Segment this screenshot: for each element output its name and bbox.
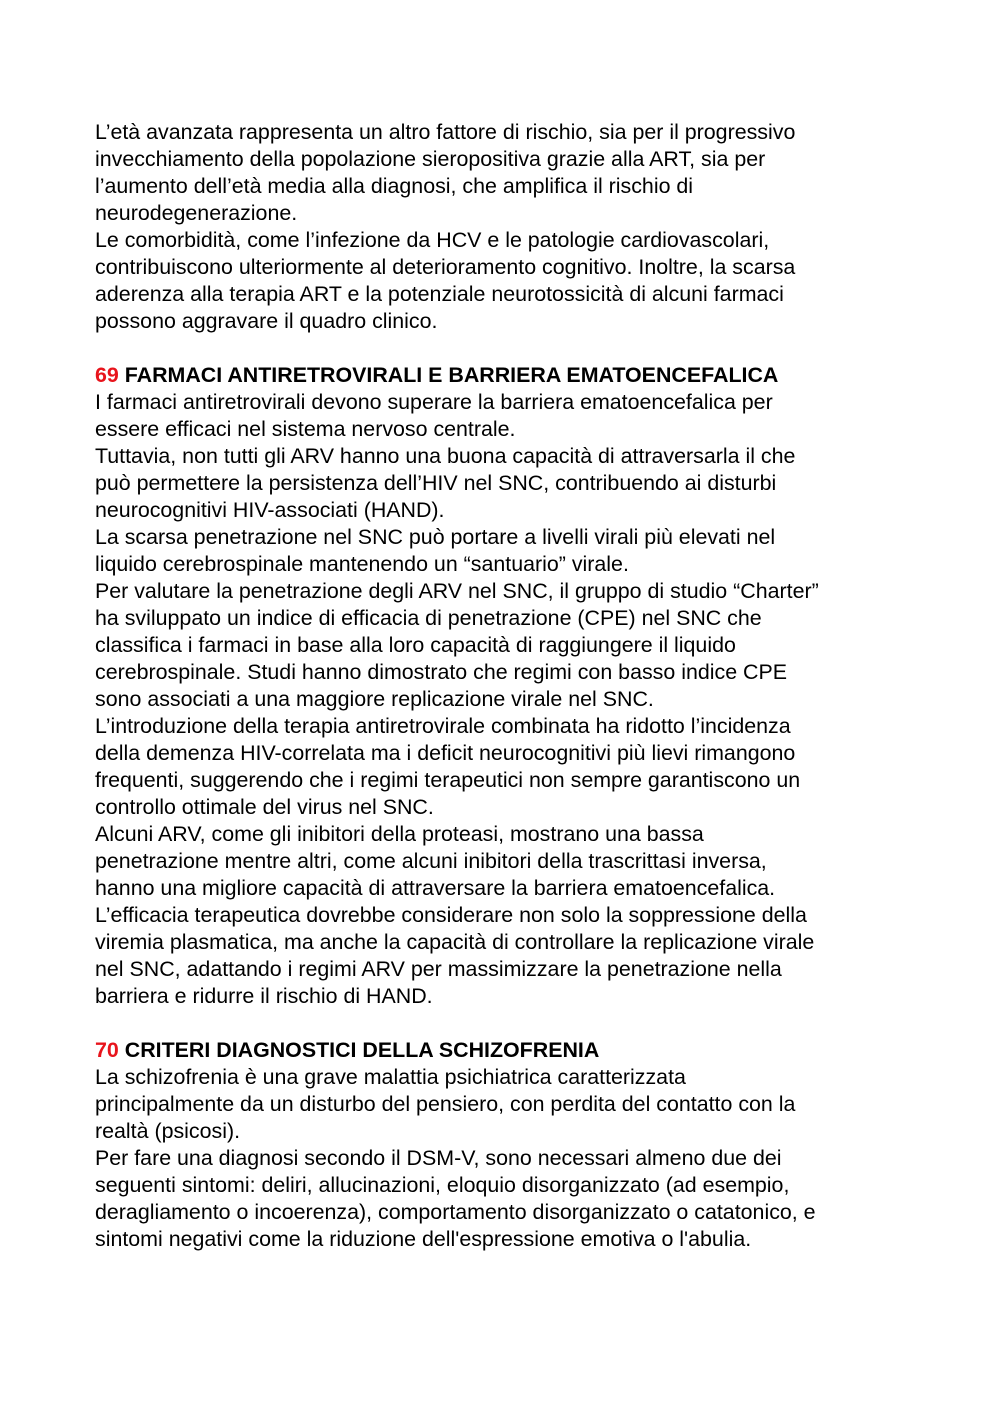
text-line: cerebrospinale. Studi hanno dimostrato che regimi con basso indice CPE — [95, 660, 788, 684]
text-line: liquido cerebrospinale mantenendo un “santuario” virale. — [95, 552, 629, 576]
text-line: deragliamento o incoerenza), comportamento disorganizzato o catatonico, e — [95, 1200, 816, 1224]
text-line: neurodegenerazione. — [95, 201, 298, 225]
section-number: 70 — [95, 1038, 119, 1062]
text-line: I farmaci antiretrovirali devono superare la barriera ematoencefalica per — [95, 390, 773, 414]
text-line: classifica i farmaci in base alla loro capacità di raggiungere il liquido — [95, 633, 736, 657]
text-line: Alcuni ARV, come gli inibitori della proteasi, mostrano una bassa — [95, 822, 704, 846]
text-line: frequenti, suggerendo che i regimi terapeutici non sempre garantiscono un — [95, 768, 801, 792]
spacer — [95, 1010, 915, 1037]
text-line: L’efficacia terapeutica dovrebbe considerare non solo la soppressione della — [95, 903, 807, 927]
text-line: sintomi negativi come la riduzione dell'espressione emotiva o l'abulia. — [95, 1227, 752, 1251]
text-line: La schizofrenia è una grave malattia psichiatrica caratterizzata — [95, 1065, 686, 1089]
spacer — [95, 335, 915, 362]
text-line: contribuiscono ulteriormente al deterioramento cognitivo. Inoltre, la scarsa — [95, 255, 796, 279]
text-line: Tuttavia, non tutti gli ARV hanno una buona capacità di attraversarla il che — [95, 444, 796, 468]
section-69 — [95, 362, 915, 1010]
text-line: nel SNC, adattando i regimi ARV per massimizzare la penetrazione nella — [95, 957, 782, 981]
text-line: l’aumento dell’età media alla diagnosi, che amplifica il rischio di — [95, 174, 694, 198]
section-title: CRITERI DIAGNOSTICI DELLA SCHIZOFRENIA — [124, 1038, 600, 1062]
text-line: neurocognitivi HIV-associati (HAND). — [95, 498, 445, 522]
text-line: Per valutare la penetrazione degli ARV nel SNC, il gruppo di studio “Charter” — [95, 579, 819, 603]
text-line: aderenza alla terapia ART e la potenziale neurotossicità di alcuni farmaci — [95, 282, 784, 306]
text-line: invecchiamento della popolazione sieropositiva grazie alla ART, sia per — [95, 147, 766, 171]
text-line: Le comorbidità, come l’infezione da HCV e le patologie cardiovascolari, — [95, 228, 770, 252]
text-line: hanno una migliore capacità di attraversare la barriera ematoencefalica. — [95, 876, 776, 900]
text-line: essere efficaci nel sistema nervoso centrale. — [95, 417, 516, 441]
section-heading — [95, 362, 915, 389]
text-line: della demenza HIV-correlata ma i deficit neurocognitivi più lievi rimangono — [95, 741, 796, 765]
text-line: controllo ottimale del virus nel SNC. — [95, 795, 434, 819]
section-heading — [95, 1037, 915, 1064]
text-line: penetrazione mentre altri, come alcuni inibitori della trascrittasi inversa, — [95, 849, 767, 873]
text-line: La scarsa penetrazione nel SNC può portare a livelli virali più elevati nel — [95, 525, 776, 549]
text-line: ha sviluppato un indice di efficacia di penetrazione (CPE) nel SNC che — [95, 606, 762, 630]
text-line: L’età avanzata rappresenta un altro fattore di rischio, sia per il progressivo — [95, 120, 796, 144]
section-number: 69 — [95, 363, 119, 387]
text-line: può permettere la persistenza dell’HIV nel SNC, contribuendo ai disturbi — [95, 471, 777, 495]
text-line: barriera e ridurre il rischio di HAND. — [95, 984, 433, 1008]
text-line: L’introduzione della terapia antiretrovirale combinata ha ridotto l’incidenza — [95, 714, 791, 738]
text-line: Per fare una diagnosi secondo il DSM-V, sono necessari almeno due dei — [95, 1146, 782, 1170]
text-line: seguenti sintomi: deliri, allucinazioni, eloquio disorganizzato (ad esempio, — [95, 1173, 790, 1197]
text-line: realtà (psicosi). — [95, 1119, 241, 1143]
document-page — [95, 119, 915, 1253]
text-line: possono aggravare il quadro clinico. — [95, 309, 438, 333]
text-line: principalmente da un disturbo del pensiero, con perdita del contatto con la — [95, 1092, 796, 1116]
text-line: sono associati a una maggiore replicazione virale nel SNC. — [95, 687, 654, 711]
section-title: FARMACI ANTIRETROVIRALI E BARRIERA EMATOENCEFALICA — [124, 363, 779, 387]
text-line: viremia plasmatica, ma anche la capacità di controllare la replicazione virale — [95, 930, 815, 954]
intro-paragraph — [95, 119, 915, 335]
section-70 — [95, 1037, 915, 1253]
